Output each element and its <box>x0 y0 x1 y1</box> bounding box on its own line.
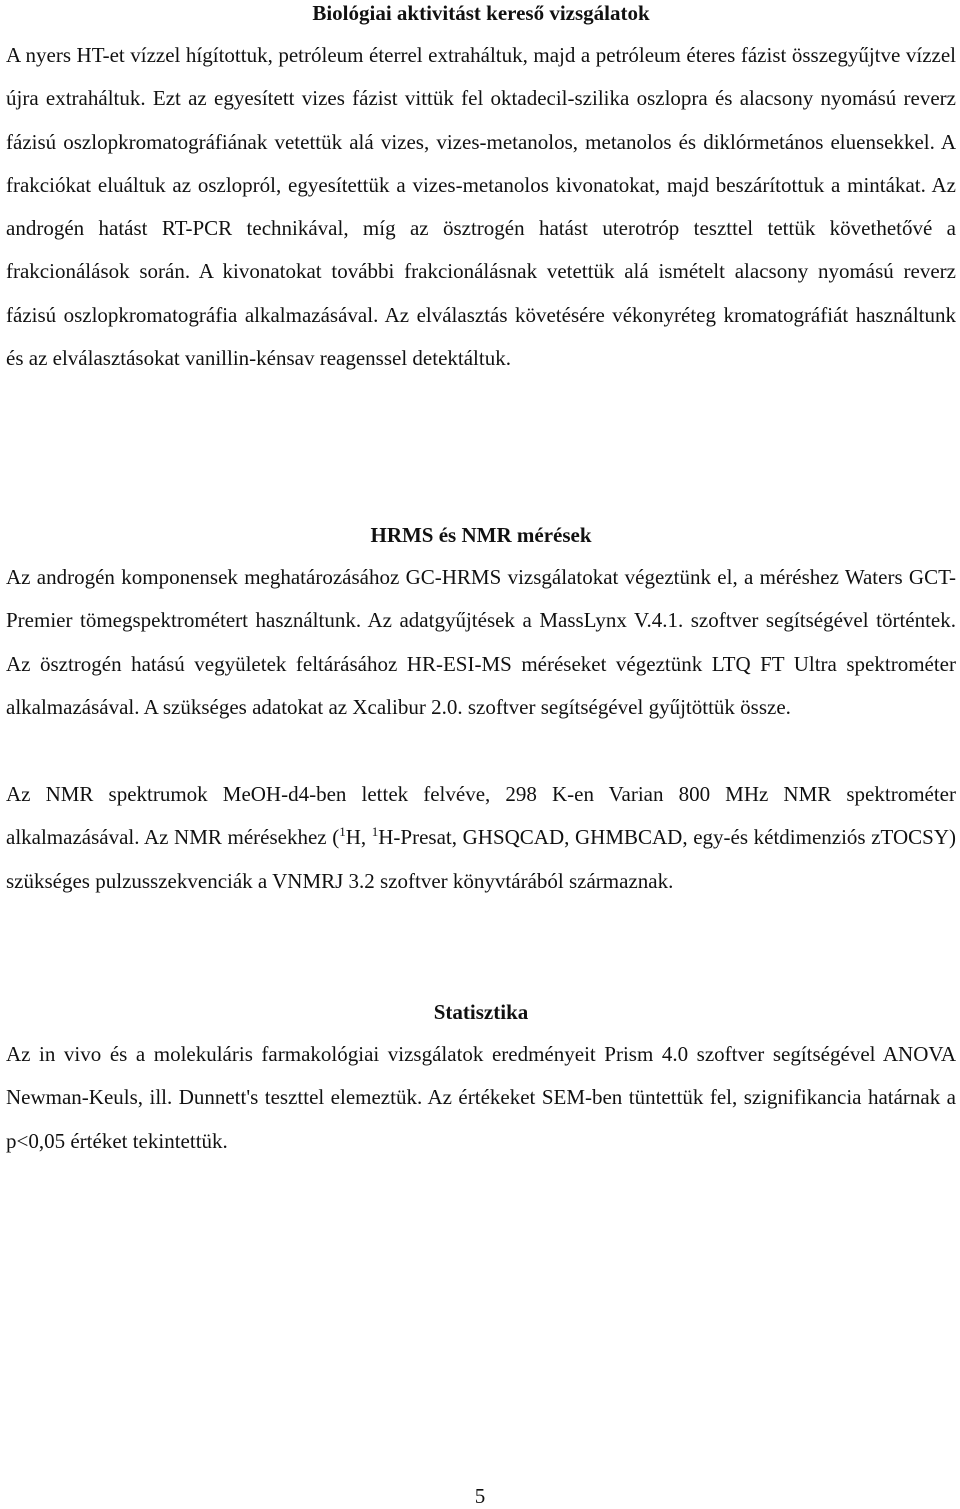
section-heading-hrms-nmr: HRMS és NMR mérések <box>370 523 592 547</box>
section-heading-bioassay: Biológiai aktivitást kereső vizsgálatok <box>312 1 650 25</box>
nmr-text-part-3: H-Presat, GHSQCAD, GHMBCAD, egy-és kétdimenziós zTOCSY) szükséges pulzusszekvenciák a VNMRJ 3.2 szoftver könyvtárából származnak. <box>6 825 956 893</box>
paragraph-nmr <box>6 773 956 903</box>
paragraph-hrms: Az androgén komponensek meghatározásához GC-HRMS vizsgálatokat végeztünk el, a méréshez Waters GCT-Premier tömegspektrométert használtunk. Az adatgyűjtések a MassLynx V.4.1. szoftver segítségével történtek. Az ösztrogén hatású vegyületek feltárásához HR-ESI-MS méréseket végeztünk LTQ FT Ultra spektrométer alkalmazásával. A szükséges adatokat az Xcalibur 2.0. szoftver segítségével gyűjtöttük össze. <box>6 565 956 719</box>
paragraph-statistics: Az in vivo és a molekuláris farmakológiai vizsgálatok eredményeit Prism 4.0 szoftver segítségével ANOVA Newman-Keuls, ill. Dunnett's teszttel elemeztük. Az értékeket SEM-ben tüntettük fel, szignifikancia határnak a p<0,05 értéket tekintettük. <box>6 1042 956 1153</box>
section-heading-statistics: Statisztika <box>433 1000 529 1024</box>
nmr-text-part-2: H, <box>345 825 372 850</box>
paragraph-bioassay: A nyers HT-et vízzel hígítottuk, petróleum éterrel extraháltuk, majd a petróleum éteres fázist összegyűjtve vízzel újra extraháltuk. Ezt az egyesített vizes fázist vittük fel oktadecil-szilika oszlopra és alacsony nyomású reverz fázisú oszlopkromatográfiának vetettük alá vizes, vizes-metanolos, metanolos és diklórmetános eluensekkel. A frakciókat eluáltuk az oszlopról, egyesítettük a vizes-metanolos kivonatokat, majd beszárítottuk a mintákat. Az androgén hatást RT-PCR technikával, míg az ösztrogén hatást uterotróp teszttel tettük követhetővé a frakcionálások során. A kivonatokat további frakcionálásnak vetettük alá ismételt alacsony nyomású reverz fázisú oszlopkromatográfia alkalmazásával. Az elválasztás követésére vékonyréteg kromatográfiát használtunk és az elválasztásokat vanillin-kénsav reagenssel detektáltuk. <box>6 43 956 371</box>
page-number: 5 <box>474 1484 486 1508</box>
superscript-1: 1 <box>339 824 346 840</box>
superscript-2: 1 <box>371 824 379 840</box>
nmr-text-part-1: Az NMR spektrumok MeOH-d4-ben lettek felvéve, 298 K-en Varian 800 MHz NMR spektrométer alkalmazásával. Az NMR mérésekhez ( <box>6 782 956 850</box>
